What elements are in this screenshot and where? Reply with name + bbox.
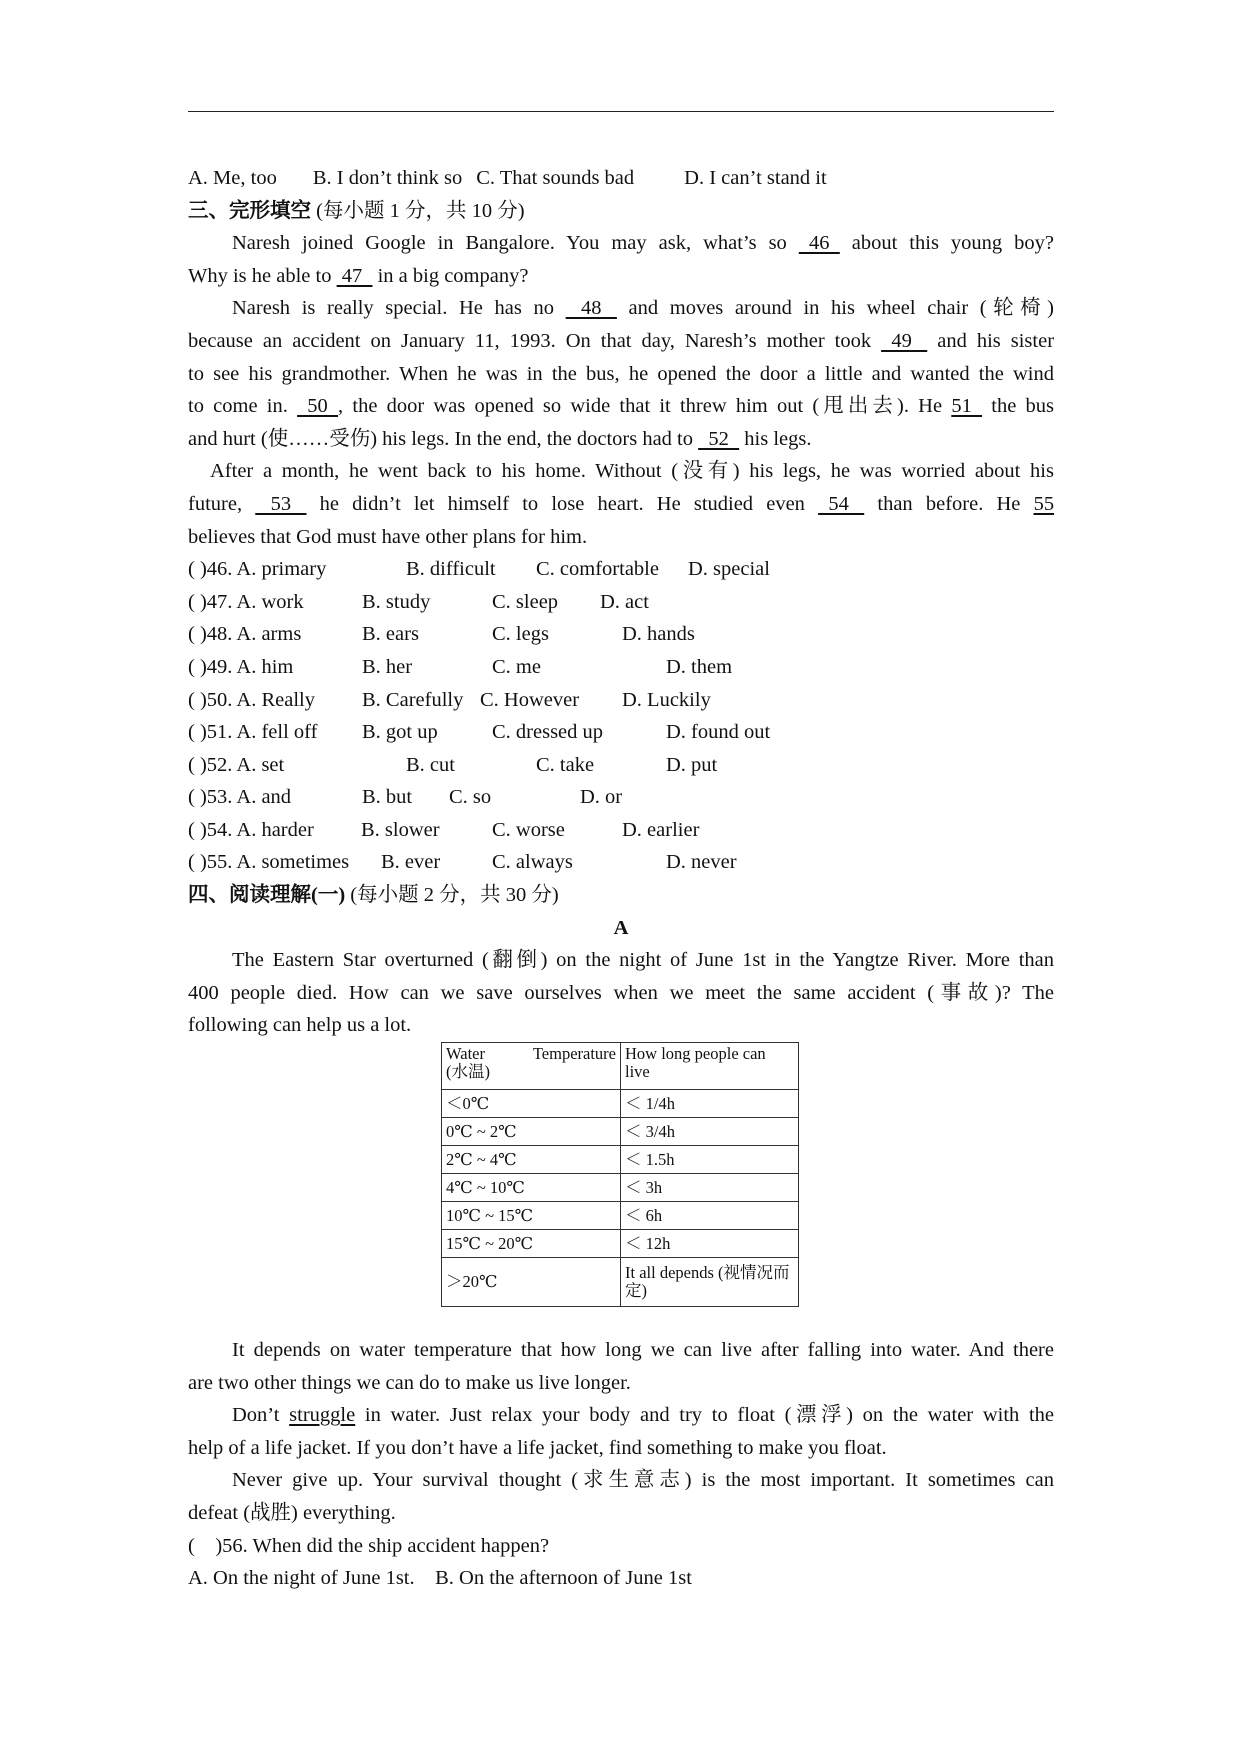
reading-intro-line2: 400 people died. How can we save ourselves when we meet the same accident (事故)? The	[188, 981, 1054, 1004]
cloze-p2-line2: because an accident on January 11, 1993. On that day, Naresh’s mother took 49 and his sister	[188, 325, 1054, 358]
water-temperature-table	[441, 1042, 799, 1307]
reading-heading	[188, 879, 1054, 912]
cloze-p2-line4: to come in. 50 , the door was opened so wide that it threw him out (甩出去). He 51 the bus	[188, 390, 1054, 423]
header-rule	[188, 111, 1054, 112]
underlined-word-struggle: struggle	[289, 1404, 356, 1427]
table-row: 4℃ ~ 10℃ ＜ 3h	[442, 1174, 799, 1202]
reading-intro-line3: following can help us a lot.	[188, 1014, 412, 1037]
option-b: B. I don’t think so	[312, 167, 463, 189]
section-title: 三、完形填空	[188, 199, 311, 222]
blank-46: 46	[798, 232, 840, 255]
table-row: ＞20℃ It all depends (视情况而定)	[442, 1258, 799, 1307]
question-56: ( )56. When did the ship accident happen?	[188, 1534, 550, 1557]
option-a: A. Me, too	[188, 167, 277, 189]
section-score-note: (每小题 2 分，共 30 分)	[350, 884, 559, 907]
cloze-p2-line5: and hurt (使……受伤) his legs. In the end, the doctors had to 52 his legs.	[188, 423, 1054, 456]
question-49: ( )49. A. him B. her C. me D. them	[188, 655, 733, 678]
reading-p3-line1: Never give up. Your survival thought (求生意志) is the most important. It sometimes can	[232, 1469, 1054, 1492]
blank-50: 50	[297, 395, 339, 418]
blank-52: 52	[698, 427, 740, 450]
cloze-p2-line3: to see his grandmother. When he was in the bus, he opened the door a little and wanted the wind	[188, 362, 1054, 385]
cloze-p3-line3: believes that God must have other plans for him.	[188, 525, 588, 548]
reading-p1-line1: It depends on water temperature that how long we can live after falling into water. And there	[232, 1339, 1054, 1361]
passage-label: A	[613, 916, 629, 939]
table-row: 15℃ ~ 20℃ ＜ 12h	[442, 1230, 799, 1258]
table-row: 10℃ ~ 15℃ ＜ 6h	[442, 1202, 799, 1230]
blank-54: 54	[818, 492, 865, 515]
table-row: 0℃ ~ 2℃ ＜ 3/4h	[442, 1118, 799, 1146]
question-53: ( )53. A. and B. but C. so D. or	[188, 786, 623, 809]
question-46: ( )46. A. primary B. difficult C. comfortable D. special	[188, 558, 770, 581]
question-48: ( )48. A. arms B. ears C. legs D. hands	[188, 623, 695, 646]
cloze-p3-line1: After a month, he went back to his home. Without (没有) his legs, he was worried about his	[210, 460, 1054, 483]
question-47: ( )47. A. work B. study C. sleep D. act	[188, 590, 649, 613]
cloze-p1-line1: Naresh joined Google in Bangalore. You may ask, what’s so 46 about this young boy?	[188, 227, 1054, 260]
question-55: ( )55. A. sometimes B. ever C. always D. never	[188, 851, 737, 874]
cloze-p1-line2: Why is he able to 47 in a big company?	[188, 260, 1054, 293]
reading-p3-line2: defeat (战胜) everything.	[188, 1501, 396, 1524]
question-54: ( )54. A. harder B. slower C. worse D. earlier	[188, 818, 700, 841]
blank-48: 48	[565, 297, 617, 320]
table-row: ＜0℃ ＜ 1/4h	[442, 1090, 799, 1118]
previous-question-options	[188, 162, 1054, 195]
reading-intro-line1: The Eastern Star overturned (翻倒) on the night of June 1st in the Yangtze River. More than	[232, 949, 1054, 972]
blank-53: 53	[255, 492, 307, 515]
question-51: ( )51. A. fell off B. got up C. dressed up D. found out	[188, 721, 771, 744]
header-how-long: How long people can live	[621, 1043, 799, 1090]
table-header-row	[442, 1043, 799, 1090]
blank-49: 49	[881, 329, 928, 352]
question-56-options: A. On the night of June 1st. B. On the afternoon of June 1st	[188, 1567, 692, 1590]
question-52: ( )52. A. set B. cut C. take D. put	[188, 753, 718, 776]
blank-55: 55	[1033, 492, 1055, 515]
reading-p1-line2: are two other things we can do to make us live longer.	[188, 1371, 631, 1394]
header-water-temperature: Water Temperature (水温)	[442, 1043, 621, 1090]
reading-p2-line1: Don’t struggle in water. Just relax your body and try to float (漂浮) on the water with the	[232, 1404, 1055, 1427]
cloze-p2-line1: Naresh is really special. He has no 48 and moves around in his wheel chair (轮椅)	[188, 292, 1054, 325]
table-row: 2℃ ~ 4℃ ＜ 1.5h	[442, 1146, 799, 1174]
cloze-section	[188, 162, 1054, 1042]
option-d: D. I can’t stand it	[684, 167, 827, 189]
section-title: 四、阅读理解(一)	[188, 884, 346, 907]
cloze-p3-line2: future, 53 he didn’t let himself to lose heart. He studied even 54 than before. He 55	[188, 488, 1054, 521]
reading-p2-line2: help of a life jacket. If you don’t have a life jacket, find something to make you float.	[188, 1436, 887, 1459]
blank-47: 47	[336, 264, 373, 287]
reading-passage-body	[188, 1334, 1054, 1595]
question-50: ( )50. A. Really B. Carefully C. However D. Luckily	[188, 688, 711, 711]
cloze-heading	[188, 195, 1054, 228]
section-score-note: (每小题 1 分，共 10 分)	[316, 199, 525, 222]
blank-51: 51	[951, 395, 983, 418]
option-c: C. That sounds bad	[476, 167, 635, 189]
